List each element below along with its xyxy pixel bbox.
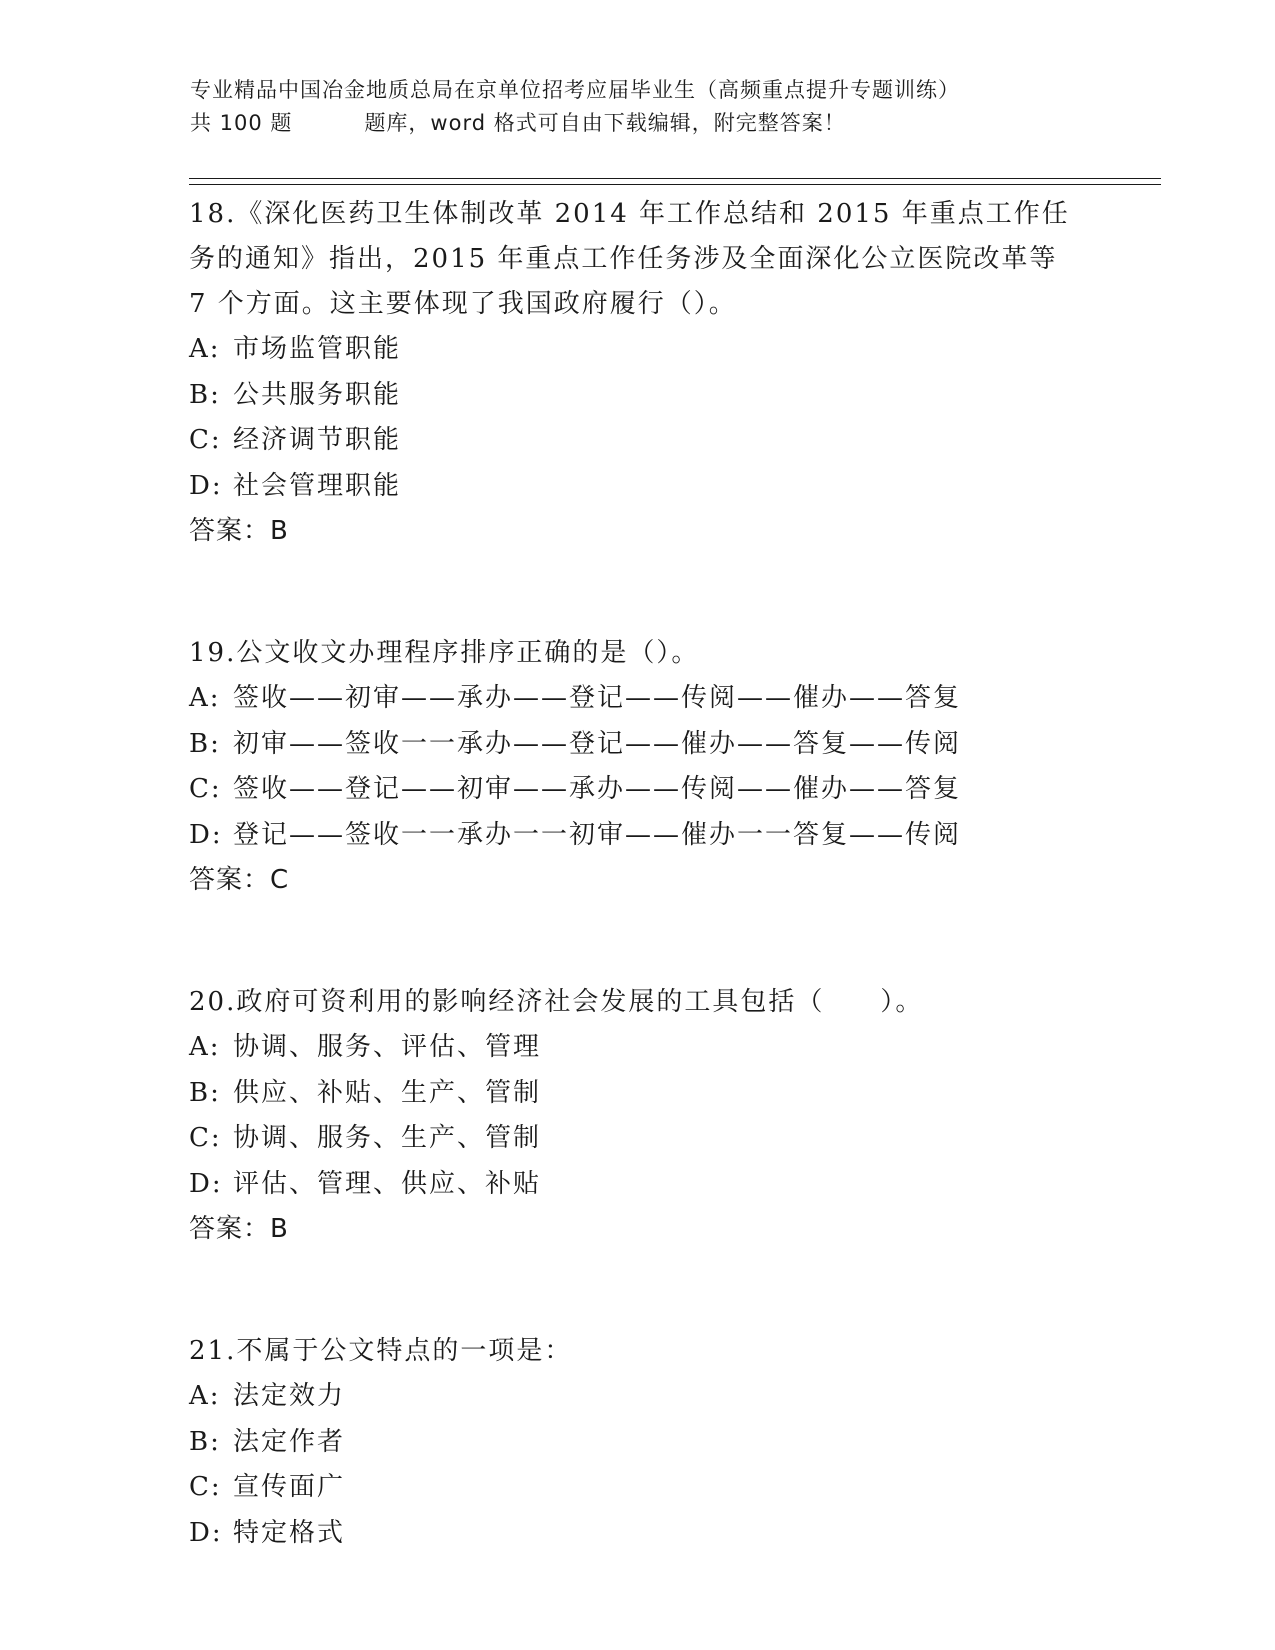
question-20 <box>189 980 1189 1252</box>
option-text: 公共服务职能 <box>233 379 402 410</box>
option-letter: D: <box>189 1168 223 1199</box>
option-letter: A: <box>189 1381 221 1411</box>
option-text: 登记——签收一一承办一一初审——催办一一答复——传阅 <box>233 819 962 850</box>
option-text: 法定作者 <box>233 1426 346 1457</box>
header-subtitle <box>190 107 1090 140</box>
option-letter: B: <box>189 728 221 759</box>
answer-line: 答案：B <box>189 516 289 546</box>
header-description: 题库，word 格式可自由下载编辑，附完整答案！ <box>364 111 846 135</box>
option-b <box>189 373 1189 419</box>
option-letter: C: <box>189 425 222 455</box>
option-text: 宣传面广 <box>233 1472 346 1502</box>
option-text: 经济调节职能 <box>233 425 402 455</box>
header-question-count: 共 100 题 <box>190 111 293 135</box>
option-letter: C: <box>189 1472 222 1502</box>
page-header <box>190 74 1090 140</box>
answer-line: 答案：C <box>189 865 290 895</box>
option-letter: C: <box>189 1123 222 1153</box>
option-a <box>189 327 1189 373</box>
option-letter: D: <box>189 819 223 850</box>
option-c <box>189 1116 1189 1162</box>
option-letter: B: <box>189 1077 221 1108</box>
answer-line: 答案：B <box>189 1214 289 1244</box>
question-stem: 18.《深化医药卫生体制改革 2014 年工作总结和 2015 年重点工作任务的通知》指出，2015 年重点工作任务涉及全面深化公立医院改革等 7 个方面。这主要体现了我国政府履行（）。 <box>189 199 1070 319</box>
question-stem: 21.不属于公文特点的一项是： <box>189 1336 573 1366</box>
option-a <box>189 1374 1189 1420</box>
option-d <box>189 813 1189 859</box>
option-text: 社会管理职能 <box>233 470 402 501</box>
option-text: 协调、服务、生产、管制 <box>233 1123 542 1153</box>
option-a <box>189 1025 1189 1071</box>
question-list <box>189 190 1189 1556</box>
option-letter: B: <box>189 1426 221 1457</box>
option-b <box>189 1420 1189 1466</box>
option-d <box>189 464 1189 510</box>
option-letter: D: <box>189 470 223 501</box>
option-text: 法定效力 <box>233 1381 346 1411</box>
option-text: 评估、管理、供应、补贴 <box>233 1168 542 1199</box>
option-letter: B: <box>189 379 221 410</box>
option-c <box>189 767 1189 813</box>
header-title: 专业精品中国冶金地质总局在京单位招考应届毕业生（高频重点提升专题训练） <box>190 78 960 102</box>
option-text: 初审——签收一一承办——登记——催办——答复——传阅 <box>233 728 962 759</box>
question-18 <box>189 192 1189 554</box>
option-text: 特定格式 <box>233 1517 346 1548</box>
question-stem: 19.公文收文办理程序排序正确的是（）。 <box>189 638 700 668</box>
header-divider-bottom <box>189 184 1161 185</box>
option-b <box>189 1071 1189 1117</box>
option-letter: A: <box>189 334 221 364</box>
option-b <box>189 722 1189 768</box>
option-text: 供应、补贴、生产、管制 <box>233 1077 542 1108</box>
option-text: 签收——初审——承办——登记——传阅——催办——答复 <box>233 683 962 713</box>
question-19 <box>189 631 1189 903</box>
question-stem: 20.政府可资利用的影响经济社会发展的工具包括（ ）。 <box>189 987 924 1017</box>
option-text: 签收——登记——初审——承办——传阅——催办——答复 <box>233 774 962 804</box>
option-c <box>189 1465 1189 1511</box>
question-21 <box>189 1329 1189 1556</box>
header-divider-top <box>189 178 1161 179</box>
option-text: 市场监管职能 <box>233 334 402 364</box>
option-letter: C: <box>189 774 222 804</box>
option-d <box>189 1511 1189 1557</box>
option-letter: D: <box>189 1517 223 1548</box>
option-text: 协调、服务、评估、管理 <box>233 1032 542 1062</box>
option-letter: A: <box>189 1032 221 1062</box>
option-letter: A: <box>189 683 221 713</box>
option-d <box>189 1162 1189 1208</box>
option-a <box>189 676 1189 722</box>
option-c <box>189 418 1189 464</box>
